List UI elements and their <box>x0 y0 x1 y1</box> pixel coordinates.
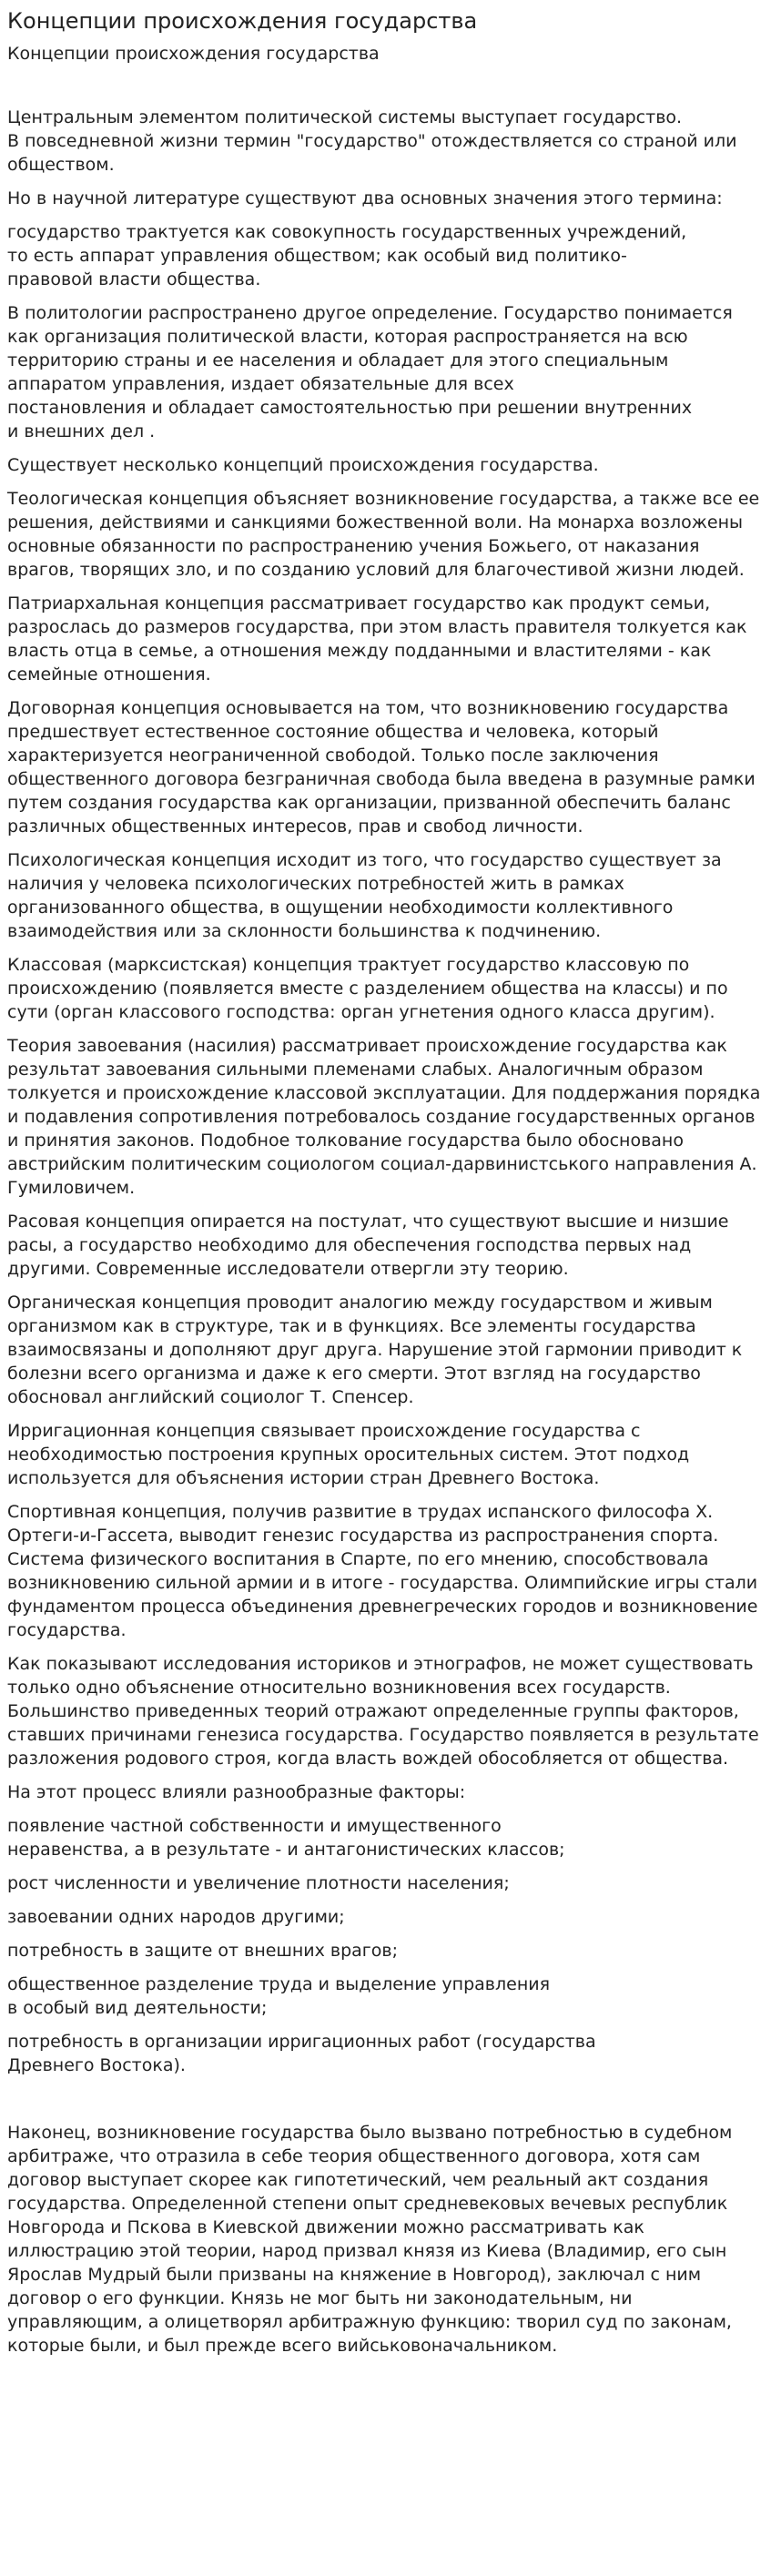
paragraph-racial: Расовая концепция опирается на постулат, что существуют высшие и низшие расы, а государство необходимо для обеспечения господства первых над другими. Современные исследователи отвергли эту теорию. <box>7 1212 729 1279</box>
factor-item: завоевании одних народов другими; <box>7 1907 345 1927</box>
paragraph-intro: Центральным элементом политической системы выступает государство. В повседневной жизни термин "государство" отождествляется со страной или обществом. <box>7 107 737 175</box>
paragraph-meanings: государство трактуется как совокупность государственных учреждений, то есть аппарат управления обществом; как особый вид политико- правовой власти общества. <box>7 222 687 289</box>
page-subtitle: Концепции происхождения государства <box>7 44 380 64</box>
paragraph-psychological: Психологическая концепция исходит из того, что государство существует за наличия у человека психологических потребностей жить в рамках организованного общества, в ощущении необходимости коллективного взаимодействия или за склонности большинства к подчинению. <box>7 850 722 941</box>
paragraph-organic: Органическая концепция проводит аналогию между государством и живым организмом как в структуре, так и в функциях. Все элементы государства взаимосвязаны и дополняют друг друга. Нарушение этой гармонии приводит к болезни всего организма и даже к его смерти. Этот взгляд на государство обосновал английский социолог Т. Спенсер. <box>7 1293 743 1407</box>
paragraph-class: Классовая (марксистская) концепция трактует государство классовую по происхождению (появляется вместе с разделением общества на классы) и по сути (орган классового господства: орган угнетения одного класса другим). <box>7 955 728 1022</box>
paragraph-contractual: Договорная концепция основывается на том, что возникновению государства предшествует естественное состояние общества и человека, который характеризуется неограниченной свободой. Только после заключения общественного договора безграничная свобода была введена в разумные рамки путем создания государства как организации, призванной обеспечить баланс различных общественных интересов, прав и свобод личности. <box>7 698 756 837</box>
factor-item: общественное разделение труда и выделение управления в особый вид деятельности; <box>7 1974 551 2018</box>
paragraph-irrigation: Ирригационная концепция связывает происхождение государства с необходимостью построения крупных оросительных систем. Этот подход используется для объяснения истории стран Древнего Востока. <box>7 1421 690 1488</box>
factor-item: рост численности и увеличение плотности населения; <box>7 1873 510 1893</box>
paragraph-sport: Спортивная концепция, получив развитие в трудах испанского философа Х. Ортеги-и-Гассета, выводит генезис государства из распространения спорта. Система физического воспитания в Спарте, по его мнению, способствовала возникновению сильной армии и в итоге - государства. Олимпийские игры стали фундаментом процесса объединения древнегреческих городов и возникновение государства. <box>7 1502 758 1640</box>
paragraph-conquest: Теория завоевания (насилия) рассматривает происхождение государства как результат завоевания сильными племенами слабых. Аналогичным образом толкуется и происхождение классовой эксплуатации. Для поддержания порядка и подавления сопротивления потребовалось создание государственных органов и принятия законов. Подобное толкование государства было обосновано австрийским политическим социологом социал-дарвинистського направления А. Гумиловичем. <box>7 1036 761 1198</box>
paragraph-conclusion: Наконец, возникновение государства было вызвано потребностью в судебном арбитраже, что отразила в себе теория общественного договора, хотя сам договор выступает скорее как гипотетический, чем реальный акт создания государства. Определенной степени опыт средневековых вечевых республик Новгорода и Пскова в Киевской движении можно рассматривать как иллюстрацию этой теории, народ призвал князя из Киева (Владимир, его сын Ярослав Мудрый были призваны на княжение в Новгород), заключал с ним договор о его функции. Князь не мог быть ни законодательным, ни управляющим, а олицетворял арбитражную функцию: творил суд по законам, которые были, и был прежде всего вийськовоначальником. <box>7 2123 733 2356</box>
paragraph-patriarchal: Патриархальная концепция рассматривает государство как продукт семьи, разрослась до размеров государства, при этом власть правителя толкуется как власть отца в семье, а отношения между подданными и властителями - как семейные отношения. <box>7 593 747 685</box>
factor-item: появление частной собственности и имущественного неравенства, а в результате - и антагонистических классов; <box>7 1816 565 1860</box>
factor-item: потребность в защите от внешних врагов; <box>7 1941 398 1961</box>
paragraph-factors-lead: На этот процесс влияли разнообразные факторы: <box>7 1782 466 1802</box>
paragraph-research: Как показывают исследования историков и этнографов, не может существовать только одно объяснение относительно возникновения всех государств. Большинство приведенных теорий отражают определенные группы факторов, ставших причинами генезиса государства. Государство появляется в результате разложения родового строя, когда власть вождей обособляется от общества. <box>7 1654 759 1769</box>
page-title: Концепции происхождения государства <box>7 8 478 34</box>
factor-item: потребность в организации ирригационных работ (государства Древнего Востока). <box>7 2032 596 2075</box>
paragraph-political-definition: В политологии распространено другое определение. Государство понимается как организация политической власти, которая распространяется на всю территорию страны и ее населения и обладает для этого специальным аппаратом управления, издает обязательные для всех постановления и обладает самостоятельностью при решении внутренних и внешних дел . <box>7 303 733 441</box>
paragraph-theological: Теологическая концепция объясняет возникновение государства, а также все ее решения, действиями и санкциями божественной воли. На монарха возложены основные обязанности по распространению учения Божьего, от наказания врагов, творящих зло, и по созданию условий для благочестивой жизни людей. <box>7 489 760 580</box>
paragraph-concepts-lead: Существует несколько концепций происхождения государства. <box>7 455 599 475</box>
paragraph-meanings-lead: Но в научной литературе существуют два основных значения этого термина: <box>7 188 723 208</box>
